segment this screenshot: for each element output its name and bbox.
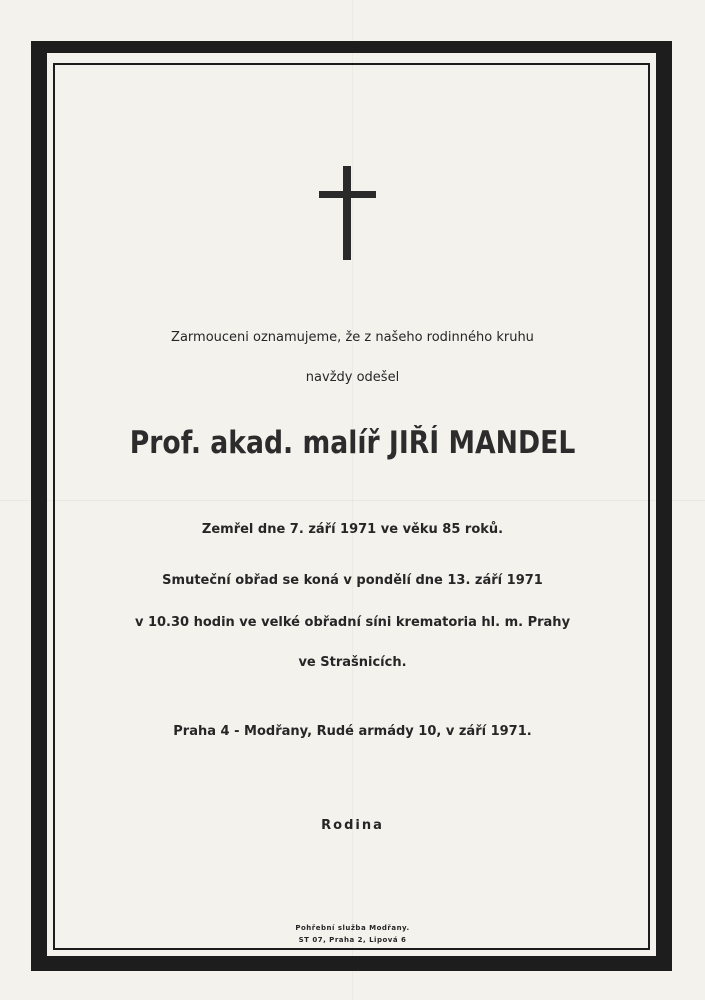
ceremony-line-1: Smuteční obřad se koná v pondělí dne 13. září 1971 <box>162 573 543 588</box>
intro-text: Zarmouceni oznamujeme, že z našeho rodinného kruhu <box>171 330 534 345</box>
deceased-name: JIŘÍ MANDEL <box>388 425 576 461</box>
deceased-title: Prof. akad. malíř <box>129 425 380 461</box>
ceremony-line-2: v 10.30 hodin ve velké obřadní síni krematoria hl. m. Prahy <box>134 615 571 630</box>
cross-icon <box>319 166 376 260</box>
footer-line-2: ST 07, Praha 2, Lipová 6 <box>298 936 407 944</box>
cross-post <box>343 166 351 260</box>
footer-line-1: Pohřební služba Modřany. <box>295 924 410 932</box>
signature-text: Rodina <box>321 818 384 833</box>
place-date-text: Praha 4 - Modřany, Rudé armády 10, v září 1971. <box>173 724 532 739</box>
ceremony-line-3: ve Strašnicích. <box>298 655 407 670</box>
death-date-text: Zemřel dne 7. září 1971 ve věku 85 roků. <box>201 522 504 537</box>
deceased-name-line <box>101 425 604 461</box>
departed-text: navždy odešel <box>305 370 400 385</box>
cross-bar <box>319 191 376 198</box>
